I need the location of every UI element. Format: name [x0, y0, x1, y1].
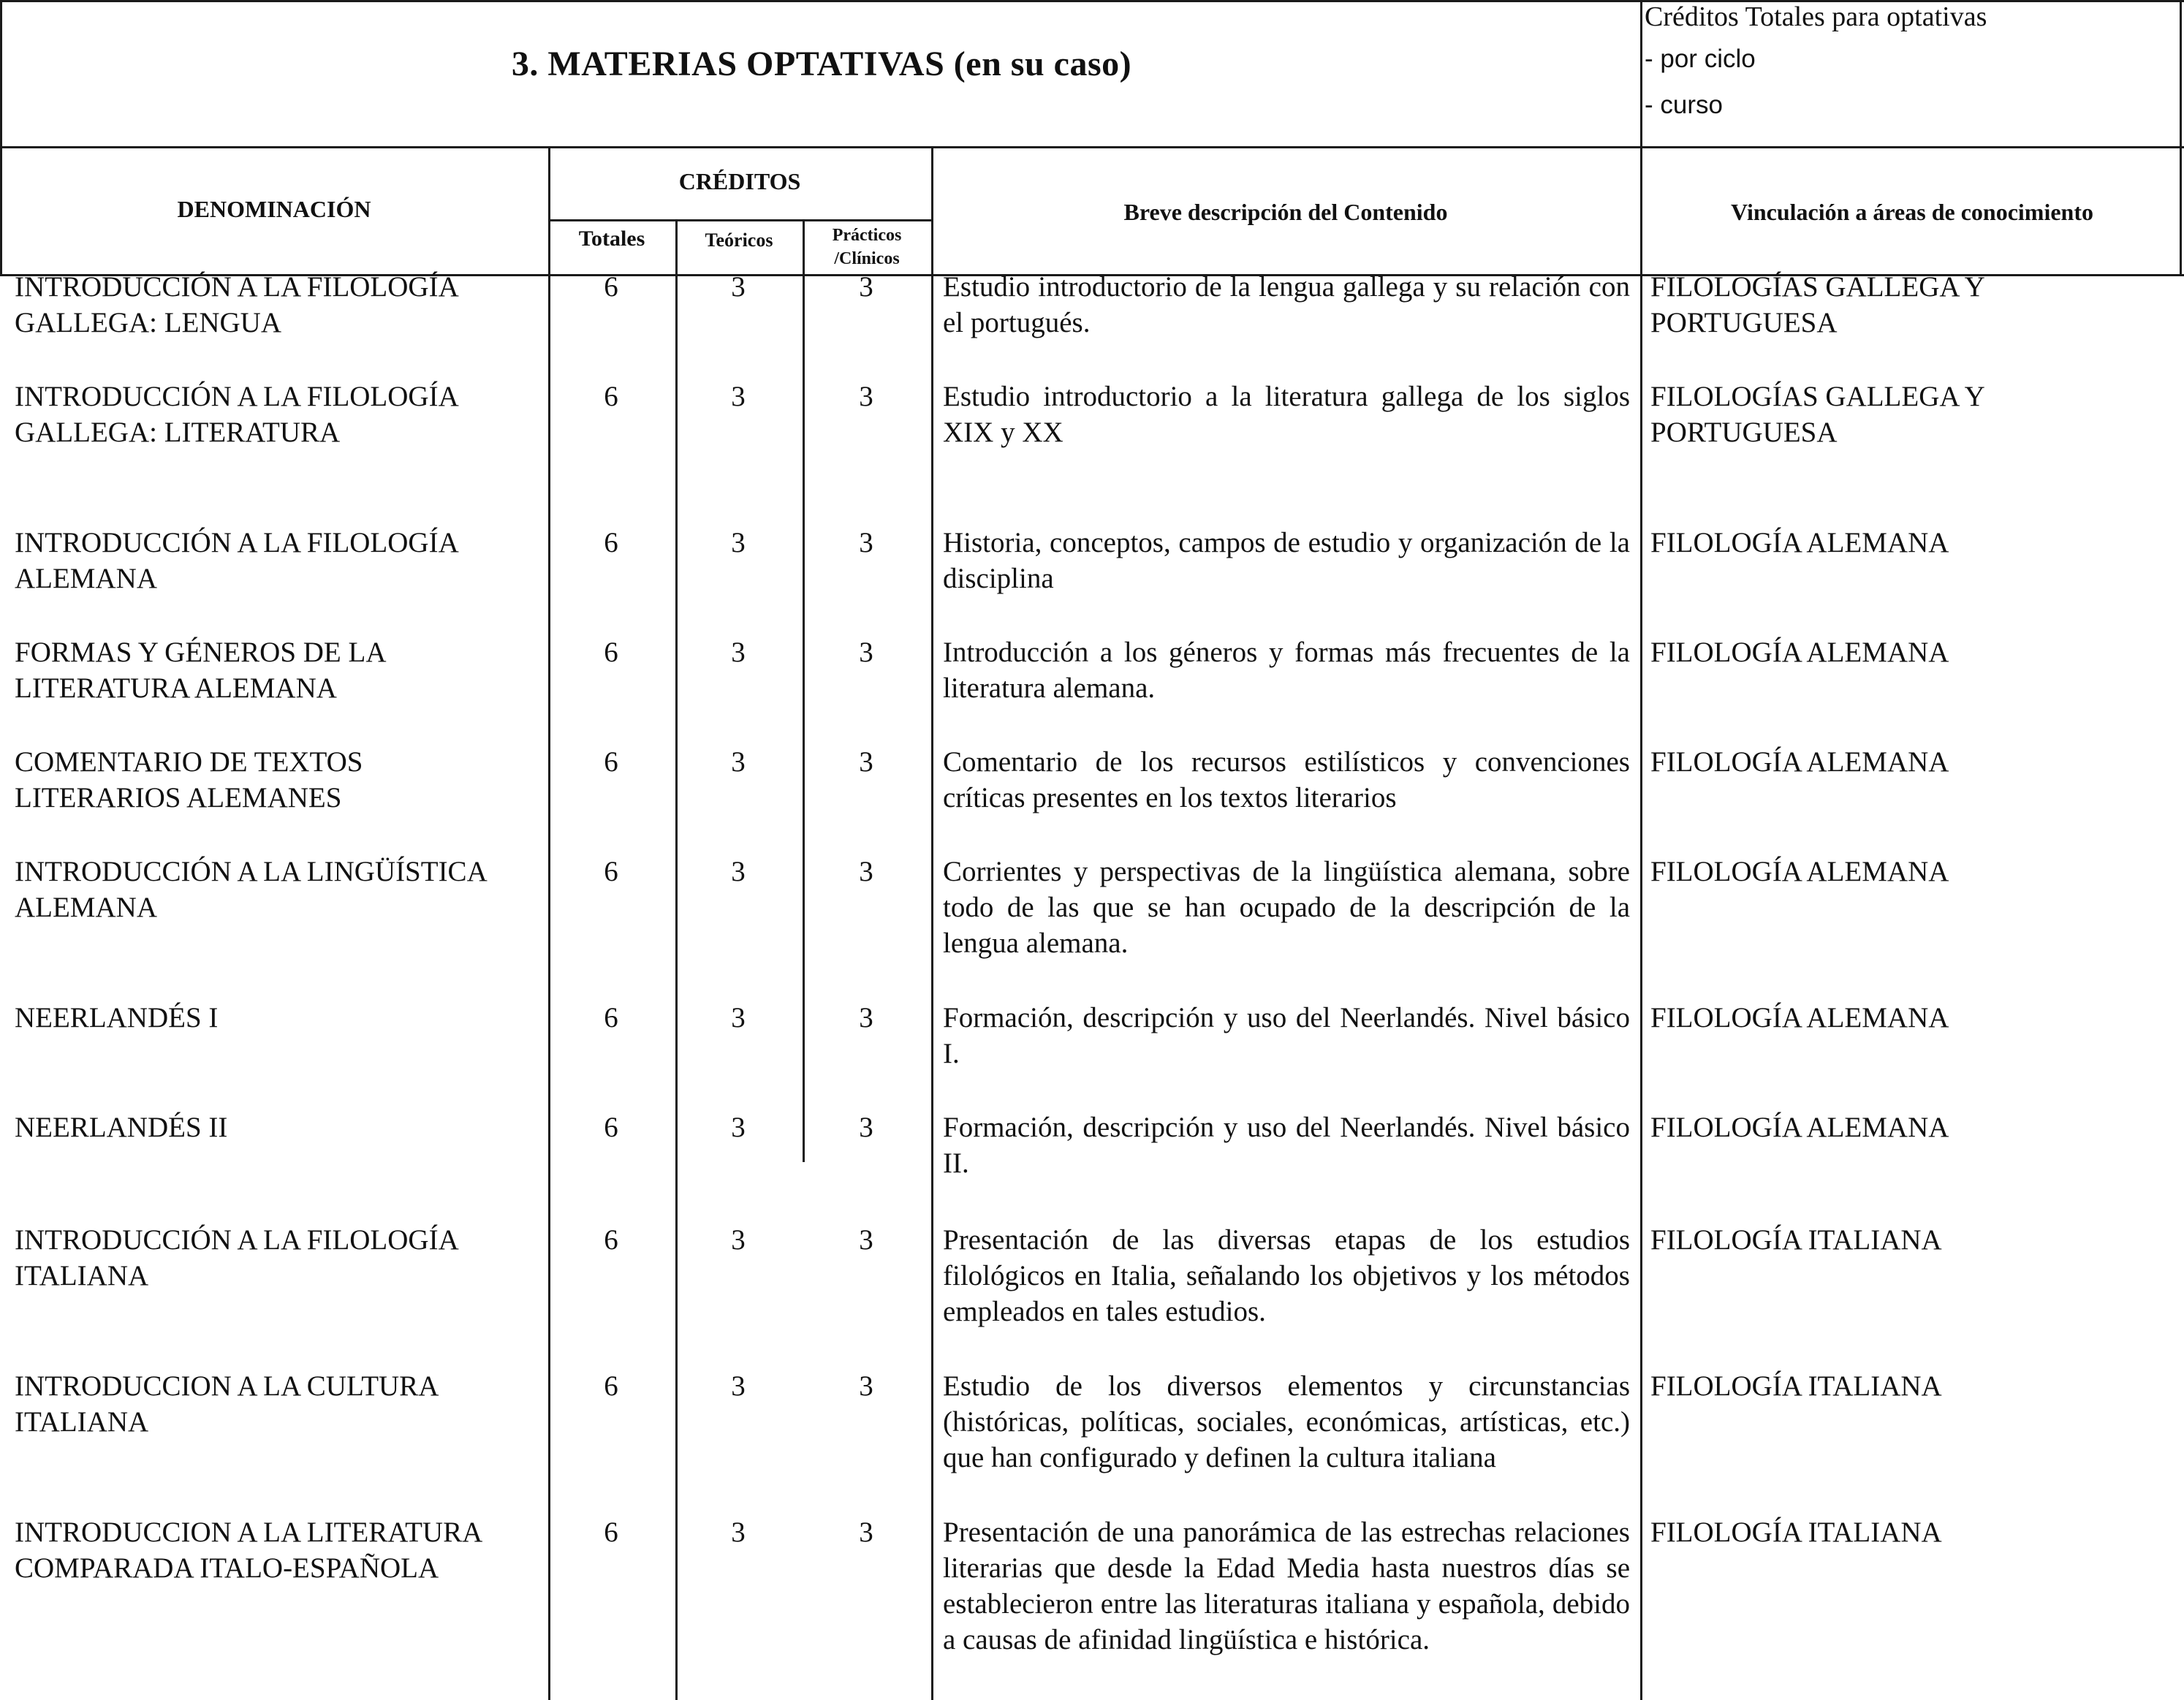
credits-totales: 6 [604, 1112, 618, 1143]
credits-teoricos: 3 [731, 1112, 746, 1143]
knowledge-area-line2: PORTUGUESA [1650, 417, 1838, 448]
knowledge-area-line1: FILOLOGÍA ALEMANA [1650, 746, 1949, 778]
subject-name-line1: COMENTARIO DE TEXTOS [15, 746, 363, 778]
col-line-totales [675, 219, 678, 1700]
subject-name-line2: GALLEGA: LITERATURA [15, 417, 341, 448]
credits-practicos: 3 [859, 856, 873, 887]
knowledge-area [1650, 634, 2177, 670]
col-header-totales: Totales [578, 227, 645, 251]
credits-practicos: 3 [859, 746, 873, 778]
subject-name [15, 854, 526, 925]
knowledge-area-line1: FILOLOGÍA ALEMANA [1650, 1002, 1949, 1033]
subject-name-line1: NEERLANDÉS I [15, 1002, 219, 1033]
knowledge-area-line1: FILOLOGÍA ALEMANA [1650, 527, 1949, 558]
credits-teoricos: 3 [731, 1224, 746, 1256]
col-line-practicos [931, 146, 933, 1700]
content-description: Corrientes y perspectivas de la lingüística alemana, sobre todo de las que se han ocupado de la descripción de la lengua alemana. [943, 856, 1630, 959]
credits-box-ciclo: - por ciclo [1645, 45, 1756, 73]
credits-practicos: 3 [859, 1517, 873, 1548]
knowledge-area [1650, 525, 2177, 561]
subject-name [15, 744, 526, 816]
subject-name [15, 269, 526, 341]
subject-name-line1: INTRODUCCIÓN A LA FILOLOGÍA [15, 381, 459, 412]
col-header-practicos-line2: /Clínicos [834, 249, 900, 268]
subject-name [15, 379, 526, 450]
col-line-teoricos [803, 219, 805, 1162]
subject-name-line2: ITALIANA [15, 1406, 149, 1438]
credits-teoricos: 3 [731, 1370, 746, 1402]
knowledge-area [1650, 1109, 2177, 1145]
subject-name-line1: NEERLANDÉS II [15, 1112, 228, 1143]
col-header-denominacion: DENOMINACIÓN [177, 196, 371, 222]
credits-box-curso: - curso [1645, 91, 1723, 119]
subject-name-line1: INTRODUCCIÓN A LA FILOLOGÍA [15, 1224, 459, 1256]
credits-box-title: Créditos Totales para optativas [1645, 1, 1987, 32]
knowledge-area [1650, 269, 2177, 341]
knowledge-area-line1: FILOLOGÍA ITALIANA [1650, 1370, 1942, 1402]
content-description: Historia, conceptos, campos de estudio y organización de la disciplina [943, 527, 1630, 594]
content-description: Presentación de una panorámica de las estrechas relaciones literarias que desde la Edad Media hasta nuestros días se establecieron entre las literaturas italiana y española, debido a causas de afinidad lingüística e histórica. [943, 1517, 1630, 1655]
subject-name [15, 1222, 526, 1294]
header-bottom-line [0, 146, 2184, 148]
credits-totales: 6 [604, 637, 618, 668]
subject-name-line2: ALEMANA [15, 892, 157, 923]
subject-name-line2: COMPARADA ITALO-ESPAÑOLA [15, 1552, 439, 1584]
credits-teoricos: 3 [731, 271, 746, 303]
subject-name [15, 1514, 526, 1586]
credits-practicos: 3 [859, 1224, 873, 1256]
content-description: Formación, descripción y uso del Neerlandés. Nivel básico II. [943, 1112, 1630, 1179]
col-header-teoricos: Teóricos [705, 229, 773, 251]
knowledge-area [1650, 379, 2177, 450]
subject-name-line2: ITALIANA [15, 1260, 149, 1291]
credits-teoricos: 3 [731, 381, 746, 412]
subject-name-line1: INTRODUCCION A LA LITERATURA [15, 1517, 483, 1548]
credits-practicos: 3 [859, 1370, 873, 1402]
knowledge-area-line1: FILOLOGÍAS GALLEGA Y [1650, 271, 1985, 303]
credits-totales: 6 [604, 856, 618, 887]
credits-practicos: 3 [859, 381, 873, 412]
credits-teoricos: 3 [731, 746, 746, 778]
credits-teoricos: 3 [731, 856, 746, 887]
knowledge-area-line1: FILOLOGÍA ALEMANA [1650, 1112, 1949, 1143]
content-description: Estudio introductorio a la literatura gallega de los siglos XIX y XX [943, 381, 1630, 448]
subject-name-line1: INTRODUCCION A LA CULTURA [15, 1370, 439, 1402]
subject-name-line2: LITERATURA ALEMANA [15, 672, 337, 704]
col-header-practicos-line1: Prácticos [832, 226, 902, 245]
knowledge-area-line1: FILOLOGÍAS GALLEGA Y [1650, 381, 1985, 412]
col-line-name [548, 146, 550, 1700]
subject-name-line1: FORMAS Y GÉNEROS DE LA [15, 637, 387, 668]
credits-totales: 6 [604, 271, 618, 303]
content-description: Comentario de los recursos estilísticos y convenciones críticas presentes en los textos literarios [943, 746, 1630, 813]
knowledge-area [1650, 854, 2177, 889]
subject-name [15, 525, 526, 596]
credits-box [1645, 0, 1987, 126]
content-description: Presentación de las diversas etapas de los estudios filológicos en Italia, señalando los objetivos y los métodos empleados en tales estudios. [943, 1224, 1630, 1327]
subject-name-line1: INTRODUCCIÓN A LA FILOLOGÍA [15, 271, 459, 303]
subject-name-line2: ALEMANA [15, 563, 157, 594]
subject-name [15, 1109, 526, 1145]
col-header-vinculacion: Vinculación a áreas de conocimiento [1731, 199, 2093, 225]
credits-teoricos: 3 [731, 1002, 746, 1033]
credits-practicos: 3 [859, 1112, 873, 1143]
knowledge-area-line1: FILOLOGÍA ITALIANA [1650, 1517, 1942, 1548]
knowledge-area-line1: FILOLOGÍA ALEMANA [1650, 637, 1949, 668]
content-description: Introducción a los géneros y formas más frecuentes de la literatura alemana. [943, 637, 1630, 704]
col-header-descripcion: Breve descripción del Contenido [1123, 199, 1448, 225]
knowledge-area-line1: FILOLOGÍA ITALIANA [1650, 1224, 1942, 1256]
knowledge-area [1650, 1000, 2177, 1036]
creditos-underline [548, 219, 931, 221]
col-header-practicos [803, 224, 931, 270]
knowledge-area-line2: PORTUGUESA [1650, 307, 1838, 338]
credits-totales: 6 [604, 746, 618, 778]
credits-totales: 6 [604, 381, 618, 412]
content-description: Formación, descripción y uso del Neerlandés. Nivel básico I. [943, 1002, 1630, 1069]
subject-name [15, 1368, 526, 1440]
credits-teoricos: 3 [731, 637, 746, 668]
subject-name-line2: GALLEGA: LENGUA [15, 307, 282, 338]
credits-teoricos: 3 [731, 1517, 746, 1548]
credits-practicos: 3 [859, 1002, 873, 1033]
subject-name-line1: INTRODUCCIÓN A LA FILOLOGÍA [15, 527, 459, 558]
knowledge-area [1650, 1514, 2177, 1550]
credits-totales: 6 [604, 1002, 618, 1033]
credits-totales: 6 [604, 1370, 618, 1402]
col-header-creditos: CRÉDITOS [678, 168, 801, 194]
subject-name [15, 634, 526, 706]
knowledge-area [1650, 1222, 2177, 1258]
credits-totales: 6 [604, 1517, 618, 1548]
content-description: Estudio introductorio de la lengua gallega y su relación con el portugués. [943, 271, 1630, 338]
subject-name-line2: LITERARIOS ALEMANES [15, 782, 342, 813]
right-border [2180, 0, 2182, 274]
knowledge-area [1650, 1368, 2177, 1404]
credits-totales: 6 [604, 527, 618, 558]
subject-name-line1: INTRODUCCIÓN A LA LINGÜÍSTICA [15, 856, 488, 887]
left-border [0, 0, 2, 274]
credits-teoricos: 3 [731, 527, 746, 558]
subject-name [15, 1000, 526, 1036]
page-title: 3. MATERIAS OPTATIVAS (en su caso) [511, 45, 1132, 83]
credits-practicos: 3 [859, 271, 873, 303]
header-divider [1640, 0, 1642, 1700]
knowledge-area-line1: FILOLOGÍA ALEMANA [1650, 856, 1949, 887]
content-description: Estudio de los diversos elementos y circunstancias (históricas, políticas, sociales, económicas, artísticas, etc.) que han configurado y definen la cultura italiana [943, 1370, 1630, 1473]
knowledge-area [1650, 744, 2177, 780]
credits-totales: 6 [604, 1224, 618, 1256]
credits-practicos: 3 [859, 527, 873, 558]
credits-practicos: 3 [859, 637, 873, 668]
